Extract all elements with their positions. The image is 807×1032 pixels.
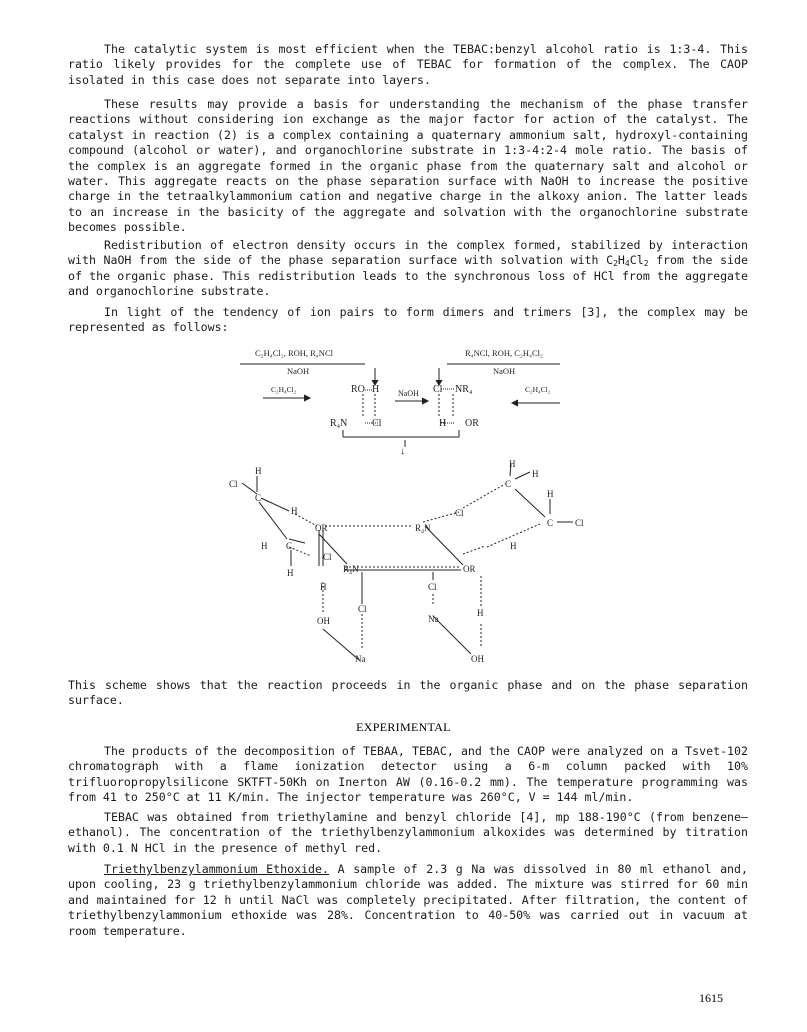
ethoxide-title: Triethylbenzylammonium Ethoxide. [104, 862, 329, 876]
section-heading-experimental: EXPERIMENTAL [356, 720, 451, 734]
scheme-na-bottom: Na [355, 654, 366, 664]
scheme-cl-right: Cl [433, 384, 443, 395]
scheme-arrow-down: ↓ [400, 446, 405, 457]
scheme-naoh-left: NaOH [287, 366, 310, 376]
scheme-c-right-lower: C [547, 518, 554, 528]
redistribution-text-a: Redistribution of electron density occurs in the complex formed, stabilized by interaction with NaOH from the side of the phase separation surface with solvation with C [68, 238, 748, 268]
scheme-nr4-right: NR₄ [455, 384, 473, 395]
scheme-r4n-top: R₄N [415, 523, 431, 533]
scheme-naoh-middle: NaOH [398, 389, 419, 398]
scheme-cl-far-right: Cl [575, 518, 584, 528]
paragraph-ion-pairs: In light of the tendency of ion pairs to form dimers and trimers [3], the complex may be represented as follows: [68, 305, 748, 335]
ethoxide-body: A sample of 2.3 g Na was dissolved in 80 ml ethanol and, upon cooling, 23 g triethylbenzylammonium chloride was added. The mixture was stirred for 60 min and maintained for 12 h until NaCl was completely precipitated. After filtration, the content of triethylbenzylammonium ethoxide was 28%. Concentration to 40-50% was carried out in vacuum at room temperature. [68, 862, 748, 938]
subscript-2: 2 [613, 259, 618, 269]
scheme-c2h4cl2-right: C₂H₄Cl₂ [525, 385, 551, 394]
scheme-h-left-upper: H [291, 506, 298, 516]
scheme-top-right-label: R₄NCl, ROH, C₂H₄Cl₂ [465, 348, 543, 358]
scheme-h-right-lower: H [510, 541, 517, 551]
scheme-or-right: OR [465, 418, 479, 429]
scheme-or-right-bottom: OR [463, 564, 476, 574]
scheme-h-right-mid: H [547, 489, 554, 499]
scheme-h-left-bottom: H [287, 568, 294, 578]
scheme-h-right: H [439, 418, 447, 429]
redistribution-text-b: H [617, 253, 625, 268]
redistribution-text-d: from the side of the organic phase. This redistribution leads to the synchronous loss of HCl from the aggregate and organochlorine substrate. [68, 253, 748, 299]
scheme-h-mid-bottom: H [320, 582, 327, 592]
scheme-na-right: Na [428, 614, 439, 624]
scheme-c-left-upper: C [255, 493, 262, 503]
complex-scheme [215, 344, 595, 666]
paragraph-tebac-prep: TEBAC was obtained from triethylamine and benzyl chloride [4], mp 188-190°C (from benzene—ethanol). The concentration of the triethylbenzylammonium alkoxides was determined by titration with 0.1 N HCl in the presence of methyl red. [68, 810, 748, 855]
scheme-cl-mid-left: Cl [323, 552, 332, 562]
scheme-oh-left: OH [317, 616, 330, 626]
scheme-cl-mid-right: Cl [428, 582, 437, 592]
scheme-h-left: H [372, 384, 380, 395]
scheme-h-lower-right: H [477, 608, 484, 618]
scheme-c2h4cl2-left: C₂H₄Cl₂ [271, 385, 297, 394]
scheme-c-right-upper: C [505, 479, 512, 489]
scheme-naoh-right: NaOH [493, 366, 516, 376]
subscript-4: 4 [624, 259, 630, 269]
scheme-r4n-left: R₄N [330, 418, 348, 429]
scheme-cl-upper-right: Cl [455, 508, 464, 518]
scheme-h-right-top: H [509, 459, 516, 469]
page-number: 1615 [699, 991, 723, 1005]
paragraph-scheme-note: This scheme shows that the reaction proceeds in the organic phase and on the phase separation surface. [68, 678, 748, 708]
scheme-oh-bottom: OH [471, 654, 484, 664]
scheme-cl-far-left: Cl [229, 479, 238, 489]
scheme-h-left-mid: H [261, 541, 268, 551]
scheme-ro-left: RO [351, 384, 365, 395]
paragraph-mechanism: These results may provide a basis for understanding the mechanism of the phase transfer reactions without considering ion exchange as the major factor for action of the catalyst. The catalyst in reaction (2) is a complex containing a quaternary ammonium salt, hydroxyl-containing compound (alcohol or water), and organochlorine substrate in 1:3-4:2-4 mole ratio. The basis of the complex is an aggregate formed in the organic phase from the quaternary salt and alcohol or water. This aggregate reacts on the phase separation surface with NaOH to increase the positive charge in the tetraalkylammonium cation and negative charge in the alkoxy anion. The latter leads to an increase in the basicity of the aggregate and solvation with the organochlorine substrate becomes possible. [68, 97, 748, 235]
scheme-c-left-lower: C [286, 541, 293, 551]
redistribution-text-c: Cl [629, 253, 644, 268]
scheme-h-top-left: H [255, 466, 262, 476]
scheme-or-left: OR [315, 523, 328, 533]
scheme-h-right-top2: H [532, 469, 539, 479]
paragraph-catalytic-ratio: The catalytic system is most efficient when the TEBAC:benzyl alcohol ratio is 1:3-4. This ratio likely provides for the complete use of TEBAC for formation of the complex. The CAOP isolated in this case does not separate into layers. [68, 42, 748, 87]
scheme-cl-left: Cl [372, 418, 382, 429]
scheme-r4n-bottom: R₄N [343, 564, 359, 574]
paragraph-redistribution [68, 238, 748, 300]
scheme-top-left-label: C₂H₄Cl₂, ROH, R₄NCl [255, 348, 333, 358]
paragraph-analysis: The products of the decomposition of TEBAA, TEBAC, and the CAOP were analyzed on a Tsvet-102 chromatograph with a flame ionization detector using a 6-m column packed with 10% trifluoropropylsilicone SKTFT-50Kh on Inerton AW (0.16-0.2 mm). The temperature programming was from 41 to 250°C at 11 K/min. The injector temperature was 260°C, V = 144 ml/min. [68, 744, 748, 805]
scheme-cl-lower: Cl [358, 604, 367, 614]
subscript-2b: 2 [643, 259, 649, 269]
paragraph-ethoxide [68, 862, 748, 939]
